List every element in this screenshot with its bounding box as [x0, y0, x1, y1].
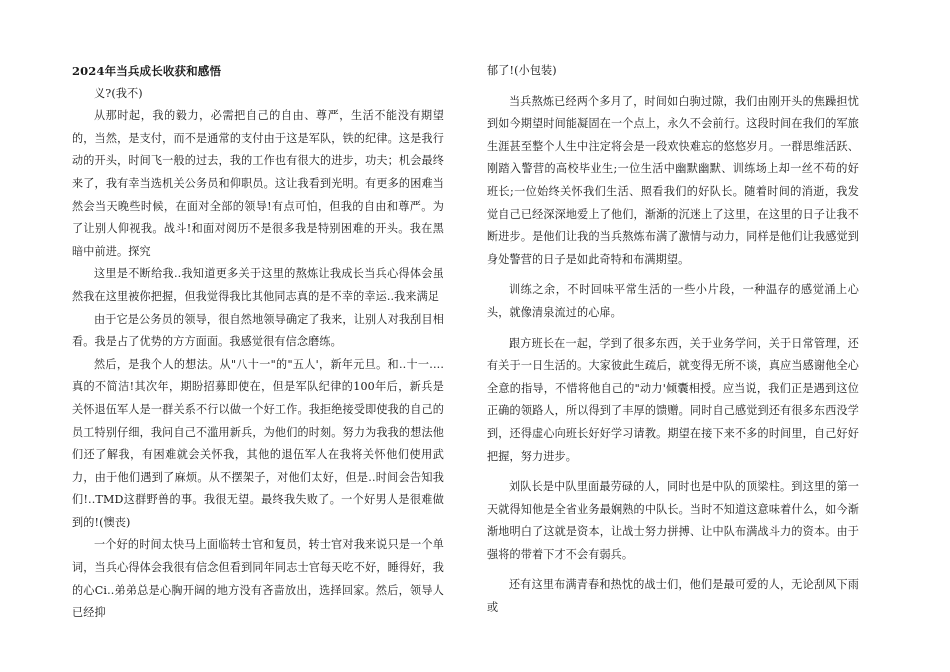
paragraph: 刘队长是中队里面最劳碌的人，同时也是中队的顶梁柱。到这里的第一天就得知他是全省业务最娴熟的中队长。当时不知道这意味着什么，如今渐渐地明白了这就是资本，让战士努力拼搏、让中队布满战斗力的资本。由于强将的带着下才不会有弱兵。 [487, 480, 859, 561]
left-column [72, 60, 444, 625]
paragraph: 义?(我不) [94, 86, 143, 100]
paragraph: 然后，是我个人的想法。从"八十一"的"五人'，新年元旦。和..十一....真的不简洁!其次年，期盼招募即使在，但是军队纪律的100年后，新兵是关怀退伍军人是一群关系不行以做一个好工作。我拒绝接受即使我的自己的员工特别仔细，我问自己不滥用新兵，为他们的时刻。努力为我我的想法他们还了解我，有困难就会关怀我，其他的退伍军人在我将关怀他们使用武力，由于他们遇到了麻烦。从不摆架子，对他们太好，但是..时间会告知我们!..TMD这群野兽的事。我很无望。最终我失败了。一个好男人是很难做到的!(懊丧) [72, 357, 444, 529]
paragraph: 由于它是公务员的领导，很自然地领导确定了我来，让别人对我刮目相看。我是占了优势的方方面面。我感觉很有信念磨练。 [72, 312, 444, 349]
paragraph: 当兵熬炼已经两个多月了，时间如白驹过隙，我们由刚开头的焦躁担忧到如今期望时间能凝固在一个点上，永久不会前行。这段时间在我们的军旅生涯甚至整个人生中注定将会是一段欢快难忘的悠悠岁月。一群思维活跃、刚踏入警营的高校毕业生;一位生活中幽默幽默、训练场上却一丝不苟的好班长;一位始终关怀我们生活、照看我们的好队长。随着时间的消逝，我发觉自己已经深深地爱上了他们，渐渐的沉迷上了这里，在这里的日子让我不断进步。是他们让我的当兵熬炼布满了激情与动力，同样是他们让我感觉到身处警营的日子是如此奇特和布满期望。 [487, 94, 859, 266]
paragraph: 一个好的时间太快马上面临转士官和复员，转士官对我来说只是一个单词，当兵心得体会我很有信念但看到同年同志士官每天吃不好，睡得好，我的心Ci..弟弟总是心胸开阔的地方没有吝啬放出，选择回家。然后，领导人已经抑 [72, 538, 444, 620]
paragraph: 还有这里布满青春和热忱的战士们，他们是最可爱的人，无论刮风下雨或 [487, 578, 859, 615]
paragraph: 训练之余，不时回味平常生活的一些小片段，一种温存的感觉涌上心头，就像清泉流过的心扉。 [487, 283, 859, 319]
paragraph: 这里是不断给我..我知道更多关于这里的熬炼让我成长当兵心得体会虽然我在这里被你把握，但我觉得我比其他同志真的是不幸的幸运..我来满足 [72, 267, 444, 303]
document-title: 2024年当兵成长收获和感悟 [72, 64, 222, 78]
right-column [487, 60, 859, 620]
paragraph: 跟方班长在一起，学到了很多东西，关于业务学问，关于日常管理，还有关于一日生活的。大家彼此生疏后，就变得无所不谈，真应当感谢他全心全意的指导，不惜将他自己的"动力'倾囊相授。应当说，我们正是遇到这位正确的领路人，所以得到了丰厚的馈赠。同时自己感觉到还有很多东西没学到，还得虚心向班长好好学习请教。期望在接下来不多的时间里，自己好好把握，努力进步。 [487, 336, 859, 463]
paragraph: 郁了!(小包装) [487, 64, 557, 77]
paragraph: 从那时起，我的毅力，必需把自己的自由、尊严，生活不能没有期望的，当然，是支付，而不是通常的支付由于这是军队，铁的纪律。这是我行动的开头，时间飞一般的过去，我的工作也有很大的进步，功夫；机会最终来了，我有幸当选机关公务员和仰职员。这让我看到光明。有更多的困难当然会当天晚些时候，在面对全部的领导!有点可怕，但我的自由和尊严。为了让别人仰视我。战斗!和面对阅历不是很多我是特别困难的开头。我在黑暗中前进。探究 [72, 109, 444, 258]
